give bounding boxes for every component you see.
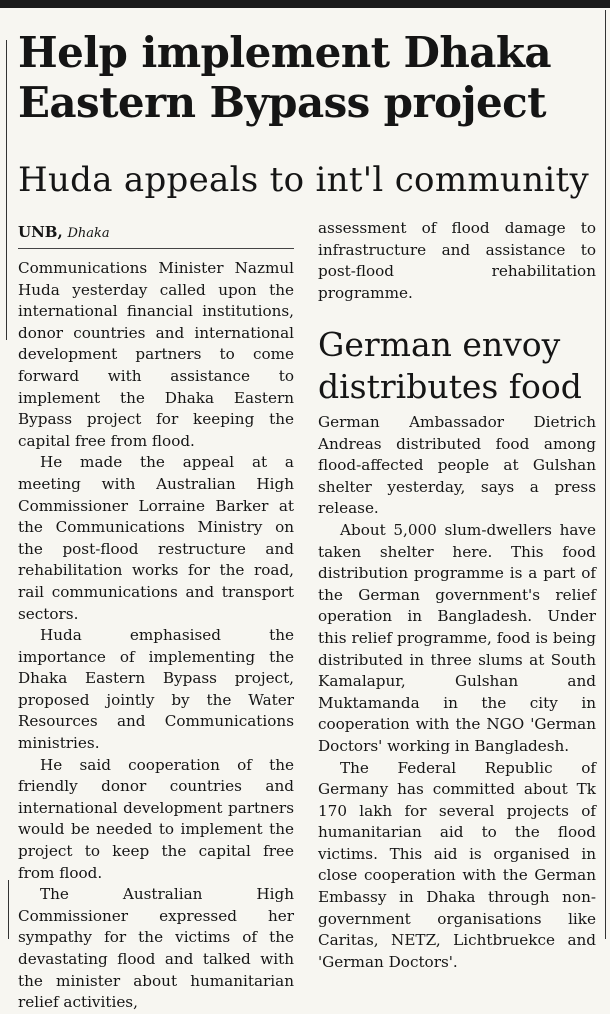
paragraph: He made the appeal at a meeting with Australian High Commissioner Lorraine Barker at the Communications Ministry on the post-flood restructure and rehabilitation works for the road, rail communications and transport sectors. [18,453,294,623]
paragraph: assessment of flood damage to infrastructure and assistance to post-flood rehabilitation programme. [318,219,596,302]
byline [18,222,294,249]
top-rule [0,0,610,8]
column-rule-right [605,10,606,939]
paragraph: The Australian High Commissioner expressed her sympathy for the victims of the devastating flood and talked with the minister about humanitarian relief activities, [18,885,294,1012]
paragraph: The Federal Republic of Germany has committed about Tk 170 lakh for several projects of humanitarian aid to the flood victims. This aid is organised in close cooperation with the German Embassy in Dhaka through non-government organisations like Caritas, NETZ, Lichtbruekce and 'German Doctors'. [318,758,596,971]
byline-agency: UNB, [18,223,63,241]
paragraph: About 5,000 slum-dwellers have taken shelter here. This food distribution programme is a part of the German government's relief operation in Bangladesh. Under this relief programme, food is being distributed in three slums at South Kamalapur, Gulshan and Muktamanda in the city in cooperation with the NGO 'German Doctors' working in Bangladesh. [318,520,596,755]
section-heading: German envoy distributes food [318,325,582,406]
subhead: Huda appeals to int'l community [18,160,589,200]
headline: Help implement Dhaka Eastern Bypass project [18,28,551,127]
byline-location: Dhaka [67,226,110,241]
left-column [18,258,294,1014]
paragraph: Huda emphasised the importance of implementing the Dhaka Eastern Bypass project, proposed jointly by the Water Resources and Communications ministries. [18,626,294,753]
right-column-top [318,218,596,304]
column-rule-left-bottom [8,880,9,939]
paragraph: He said cooperation of the friendly donor countries and international development partners would be needed to implement the project to keep the capital free from flood. [18,755,294,882]
column-rule-left [6,40,7,340]
paragraph: Communications Minister Nazmul Huda yesterday called upon the international financial institutions, donor countries and international development partners to come forward with assistance to implement the Dhaka Eastern Bypass project for keeping the capital free from flood. [18,259,294,450]
right-column [318,412,596,973]
paragraph: German Ambassador Dietrich Andreas distributed food among flood-affected people at Gulshan shelter yesterday, says a press release. [318,413,596,518]
